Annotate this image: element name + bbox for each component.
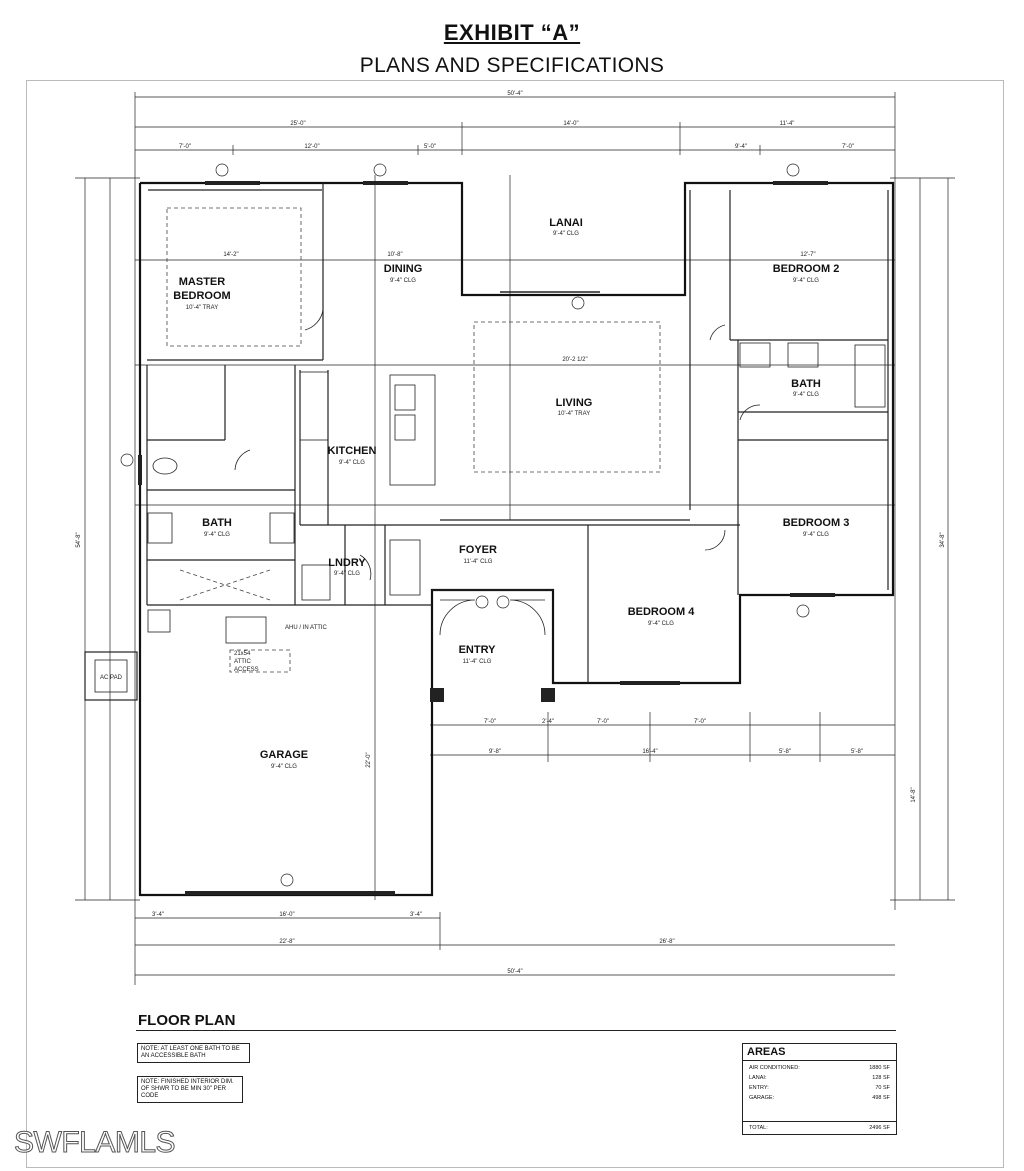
room-lanai-name: LANAI (549, 217, 583, 229)
room-living-ceiling: 10'-4" TRAY (557, 411, 591, 417)
room-dining-ceiling: 9'-4" CLG (390, 278, 416, 284)
dim-top-left: 25'-0" (290, 121, 306, 127)
dim-living: 20'-2 1/2" (562, 357, 588, 363)
room-living-name: LIVING (555, 397, 593, 409)
areas-row (743, 1061, 896, 1071)
exterior-walls (140, 183, 893, 895)
dim-overall-top: 50'-4" (507, 91, 523, 97)
room-bedroom2-name: BEDROOM 2 (772, 263, 840, 275)
exhibit-title: EXHIBIT “A” (443, 20, 581, 45)
dim-top-mid: 14'-0" (563, 121, 579, 127)
floor-plan-title: FLOOR PLAN (138, 1012, 236, 1029)
room-bath2-ceiling: 9'-4" CLG (793, 392, 819, 398)
dim-top-e: 7'-0" (842, 144, 854, 150)
dim-mid-e: 9'-8" (489, 749, 501, 755)
room-dining-name: DINING (383, 263, 423, 275)
areas-title: AREAS (743, 1044, 896, 1061)
dim-bottom-door: 16'-0" (279, 912, 295, 918)
dim-mid-a: 7'-0" (484, 719, 496, 725)
areas-row (743, 1071, 896, 1081)
note-shower-dim: NOTE: FINISHED INTERIOR DIM. OF SHWR TO BE MIN 30" PER CODE (137, 1076, 243, 1103)
dim-garage-h: 22'-0" (366, 752, 372, 768)
room-bedroom3-ceiling: 9'-4" CLG (803, 532, 829, 538)
areas-row-label: LANAI: (749, 1075, 767, 1081)
areas-row (743, 1091, 896, 1101)
attic-label-3: ACCESS (234, 667, 259, 673)
exhibit-subtitle: PLANS AND SPECIFICATIONS (359, 54, 665, 77)
room-bath1-ceiling: 9'-4" CLG (204, 532, 230, 538)
dim-bottom-seg2: 26'-8" (659, 939, 675, 945)
dim-top-d: 9'-4" (735, 144, 747, 150)
title-underline (136, 1030, 896, 1031)
dim-overall-bottom: 50'-4" (507, 969, 523, 975)
ahu-label: AHU / IN ATTIC (285, 625, 327, 631)
room-lndry-ceiling: 9'-4" CLG (334, 571, 360, 577)
note-accessible-bath: NOTE: AT LEAST ONE BATH TO BE AN ACCESSIBLE BATH (137, 1043, 250, 1063)
areas-total-value: 2496 SF (869, 1125, 890, 1131)
room-bath1-name: BATH (202, 517, 232, 529)
dim-bedroom2: 12'-7" (800, 252, 816, 258)
dim-top-b: 12'-0" (304, 144, 320, 150)
attic-label-2: ATTIC (234, 659, 251, 665)
dim-top-a: 7'-0" (179, 144, 191, 150)
dim-right-total: 34'-8" (940, 532, 946, 548)
entry-columns (430, 688, 555, 702)
areas-row-value: 1880 SF (869, 1065, 890, 1071)
ac-pad-label: AC PAD (100, 675, 122, 681)
room-lanai-ceiling: 9'-4" CLG (553, 231, 579, 237)
room-bedroom2-ceiling: 9'-4" CLG (793, 278, 819, 284)
dim-mid-c: 7'-0" (597, 719, 609, 725)
room-bedroom4-name: BEDROOM 4 (627, 606, 695, 618)
areas-table (742, 1043, 897, 1135)
room-entry-name: ENTRY (458, 644, 496, 656)
room-garage-ceiling: 9'-4" CLG (271, 764, 297, 770)
dim-mid-f: 16'-4" (642, 749, 658, 755)
areas-total-label: TOTAL: (749, 1125, 768, 1131)
dim-mid-g: 5'-8" (779, 749, 791, 755)
mls-watermark: SWFLAMLS (14, 1126, 176, 1159)
dim-dining: 10'-8" (387, 252, 403, 258)
attic-label-1: 21x54 (234, 651, 251, 657)
room-labels (100, 217, 849, 770)
areas-total-row (743, 1121, 896, 1131)
areas-row-value: 498 SF (872, 1095, 890, 1101)
areas-row-value: 70 SF (875, 1085, 890, 1091)
dim-master: 14'-2" (223, 252, 239, 258)
room-entry-ceiling: 11'-4" CLG (462, 659, 492, 665)
areas-row-label: GARAGE: (749, 1095, 775, 1101)
areas-row (743, 1081, 896, 1091)
room-garage-name: GARAGE (259, 749, 309, 761)
room-master-ceiling: 10'-4" TRAY (185, 305, 219, 311)
dim-left-total: 54'-8" (76, 532, 82, 548)
interior-walls (147, 183, 888, 683)
dim-mid-h: 5'-8" (851, 749, 863, 755)
dim-bottom-left: 3'-4" (152, 912, 164, 918)
areas-row-value: 128 SF (872, 1075, 890, 1081)
room-bedroom3-name: BEDROOM 3 (782, 517, 850, 529)
dimension-lines (75, 92, 955, 985)
room-kitchen-ceiling: 9'-4" CLG (339, 460, 365, 466)
dim-mid-b: 2'-4" (542, 719, 554, 725)
areas-row-label: AIR CONDITIONED: (749, 1065, 800, 1071)
room-foyer-ceiling: 11'-4" CLG (463, 559, 493, 565)
room-bath2-name: BATH (791, 378, 821, 390)
room-master-name: MASTER (178, 276, 226, 288)
room-lndry-name: LNDRY (328, 557, 366, 569)
dim-mid-d: 7'-0" (694, 719, 706, 725)
room-master-name2: BEDROOM (173, 290, 231, 302)
dim-bottom-right: 3'-4" (410, 912, 422, 918)
dim-top-right: 11'-4" (779, 121, 795, 127)
room-kitchen-name: KITCHEN (327, 445, 377, 457)
room-bedroom4-ceiling: 9'-4" CLG (648, 621, 674, 627)
doors (235, 292, 760, 635)
dim-top-c: 5'-0" (424, 144, 436, 150)
dim-right-h: 14'-8" (911, 787, 917, 803)
room-foyer-name: FOYER (459, 544, 497, 556)
areas-row-label: ENTRY: (749, 1085, 769, 1091)
dim-bottom-seg1: 22'-8" (279, 939, 295, 945)
